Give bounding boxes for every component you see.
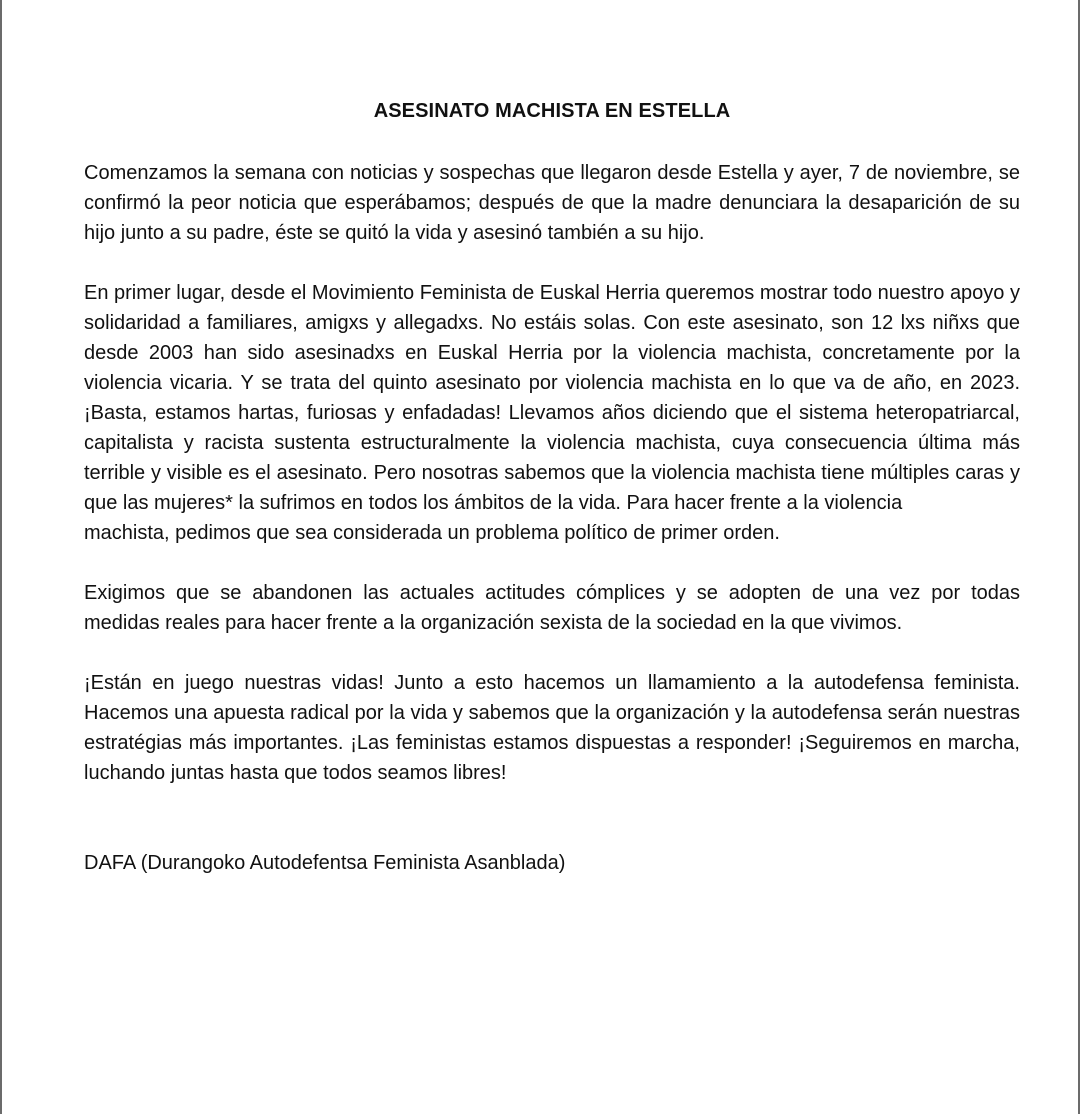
document-title: ASESINATO MACHISTA EN ESTELLA <box>373 100 731 122</box>
paragraph-intro: Comenzamos la semana con noticias y sospechas que llegaron desde Estella y ayer, 7 de noviembre, se confirmó la peor noticia que esperábamos; después de que la madre denunciara la desaparición de su hijo junto a su padre, éste se quitó la vida y asesinó también a su hijo. <box>84 162 1020 244</box>
paragraph-self-defense: ¡Están en juego nuestras vidas! Junto a esto hacemos un llamamiento a la autodefensa feminista. Hacemos una apuesta radical por la vida y sabemos que la organización y la autodefensa serán nuestras estratégias más importantes. ¡Las feministas estamos dispuestas a responder! ¡Seguiremos en marcha, luchando juntas hasta que todos seamos libres! <box>84 672 1020 784</box>
signature: DAFA (Durangoko Autodefentsa Feminista Asanblada) <box>84 852 566 874</box>
paragraph-demands: Exigimos que se abandonen las actuales actitudes cómplices y se adopten de una vez por todas medidas reales para hacer frente a la organización sexista de la sociedad en la que vivimos. <box>84 582 1020 634</box>
page-left-edge <box>0 0 2 1114</box>
paragraph-solidarity: En primer lugar, desde el Movimiento Feminista de Euskal Herria queremos mostrar todo nuestro apoyo y solidaridad a familiares, amigxs y allegadxs. No estáis solas. Con este asesinato, son 12 lxs niñxs que desde 2003 han sido asesinadxs en Euskal Herria por la violencia machista, concretamente por la violencia vicaria. Y se trata del quinto asesinato por violencia machista en lo que va de año, en 2023. ¡Basta, estamos hartas, furiosas y enfadadas! Llevamos años diciendo que el sistema heteropatriarcal, capitalista y racista sustenta estructuralmente la violencia machista, cuya consecuencia última más terrible y visible es el asesinato. Pero nosotras sabemos que la violencia machista tiene múltiples caras y que las mujeres* la sufrimos en todos los ámbitos de la vida. Para hacer frente a la violencia <box>84 282 1020 514</box>
paragraph-solidarity-continuation: machista, pedimos que sea considerada un problema político de primer orden. <box>84 522 780 544</box>
document-page <box>84 96 1020 878</box>
